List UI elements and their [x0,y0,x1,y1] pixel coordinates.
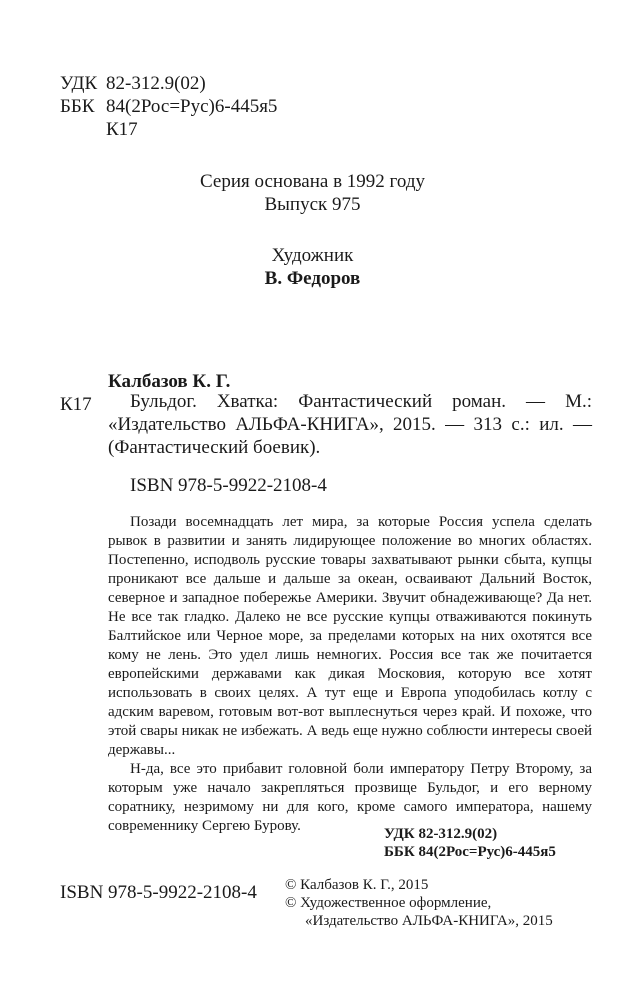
classification-bottom [384,825,556,861]
copyright-publisher: «Издательство АЛЬФА-КНИГА», 2015 [305,913,553,929]
annotation [108,513,592,836]
annotation-paragraph: Позади восемнадцать лет мира, за которые Россия успела сделать рывок в развитии и занять лидирующее положение во многих областях. Постепенно, исподволь русские товары захватывают рынки сбыта, купцы проникают все дальше и дальше за океан, осваивают Дальний Восток, северное и западное побережье Америки. Звучит обнадеживающе? Да нет. Не все так гладко. Далеко не все русские купцы отваживаются покинуть Балтийское или Черное море, за пределами которых на них охотятся все кому не лень. Это удел лишь немногих. Россия все так же почитается европейскими державами как дикая Московия, которую все хотят использовать в своих целях. А тут еще и Европа уподобилась котлу с адским варевом, готовым вот-вот выплеснуться через край. И похоже, что этой свары никак не избежать. А ведь еще нужно соблюсти интересы своей державы... [108,514,592,758]
bib-author: Калбазов К. Г. [108,371,231,392]
copyright-design: © Художественное оформление, [285,895,492,911]
artist-label: Художник [271,245,354,266]
copyright-author: © Калбазов К. Г., 2015 [285,877,429,893]
udk-value: 82-312.9(02) [106,73,206,94]
bib-author-mark: К17 [60,394,92,415]
series-founded: Серия основана в 1992 году [200,171,425,192]
bbk-bottom: ББК 84(2Рос=Рус)6-445я5 [384,844,556,860]
bbk-row [60,95,277,118]
bib-isbn: ISBN 978-5-9922-2108-4 [130,475,327,496]
copyright-block [285,876,553,930]
classification-block [60,72,277,141]
udk-row [60,72,277,95]
bbk-label: ББК [60,96,95,117]
author-mark-row [60,118,277,141]
annotation-paragraph: Н-да, все это прибавит головной боли императору Петру Второму, за которым уже начало закрепляться прозвище Бульдог, и его верному соратнику, незримому ни для кого, кроме самого императора, нашему современнику Сергею Бурову. [108,761,592,834]
isbn-bottom: ISBN 978-5-9922-2108-4 [60,882,257,903]
bib-entry: Бульдог. Хватка: Фантастический роман. — М.: «Издательство АЛЬФА-КНИГА», 2015. — 313 с.: ил. — (Фантастический боевик). [108,391,592,458]
udk-label: УДК [60,73,98,94]
artist-credit [0,244,625,290]
series-issue: Выпуск 975 [264,194,361,215]
series-info [0,170,625,216]
author-mark: К17 [106,119,138,140]
udk-bottom: УДК 82-312.9(02) [384,826,498,842]
bbk-value: 84(2Рос=Рус)6-445я5 [106,96,278,117]
artist-name: В. Федоров [264,268,361,289]
